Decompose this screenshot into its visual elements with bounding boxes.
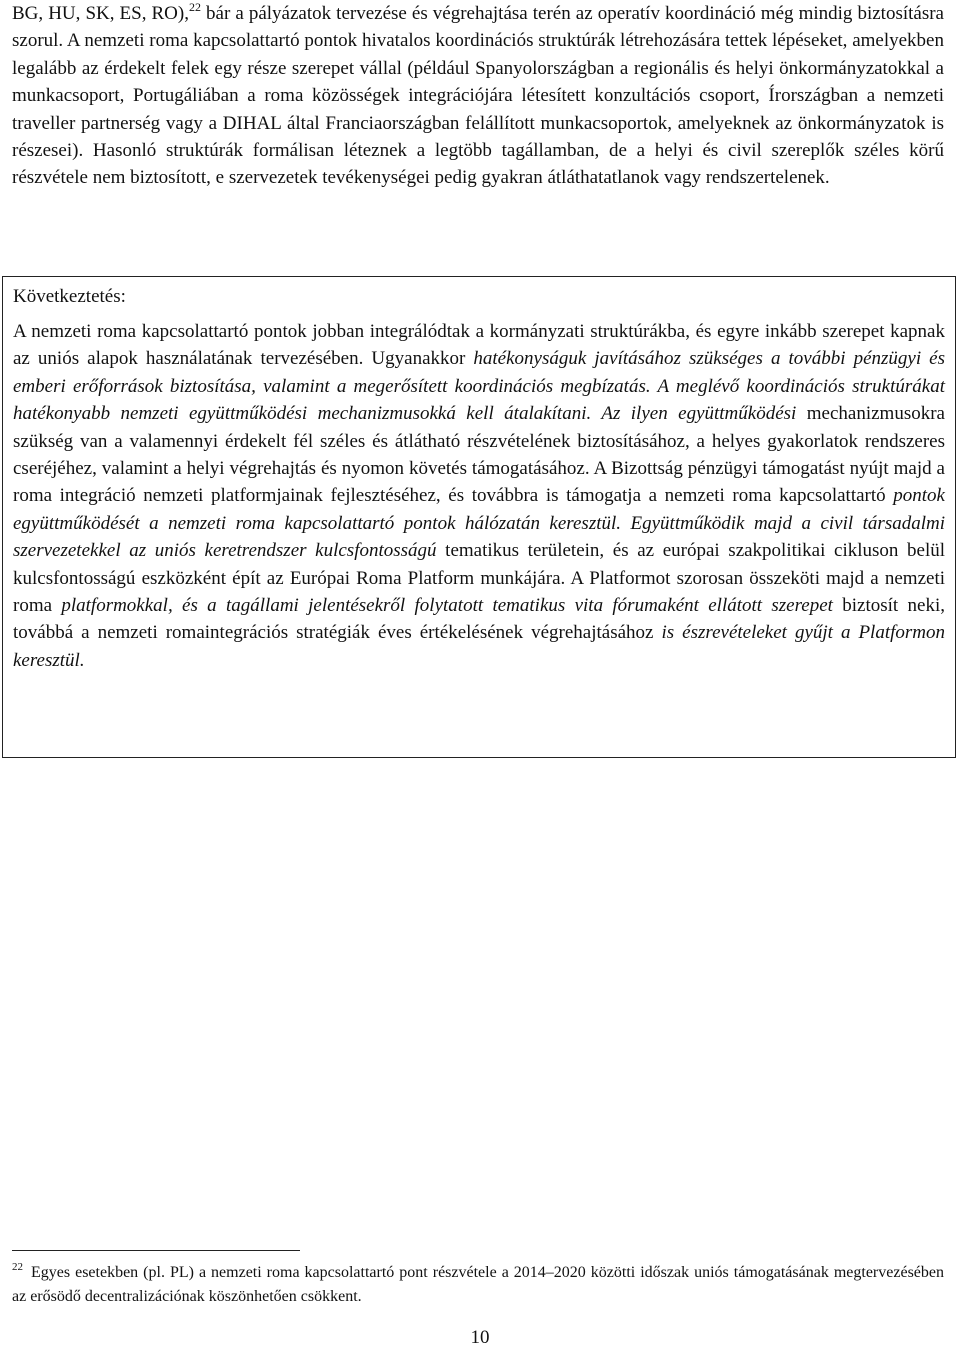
conclusion-title: Következtetés: xyxy=(13,286,126,307)
conclusion-segment-italic: platformokkal, és a tagállami jelentésekről folytatott tematikus vita fórumaként ellátott szerepet xyxy=(61,595,833,617)
conclusion-segment-italic: hatékonyságuk javításához szükséges a további pénzügyi és emberi erőforrások biztosítása, valamint a megerősített koordinációs megbízatás. A meglévő koordinációs struktúrákat hatékonyabb nemzeti együttműködési mechanizmusokká kell átalakítani. Az ilyen együttműködési xyxy=(13,348,945,425)
conclusion-segment: A nemzeti roma kapcsolattartó pontok jobban integrálódtak a kormányzati struktúrákba, és egyre inkább szerepet kapnak az uniós alapok használatának tervezésében. Ugyanakkor xyxy=(13,321,945,370)
footnote-divider xyxy=(12,1250,300,1251)
footnote-text: Egyes esetekben (pl. PL) a nemzeti roma kapcsolattartó pont részvétele a 2014–2020 közötti időszak uniós támogatásának megtervezésében az erősödő decentralizációnak köszönhetően csökkent. xyxy=(12,1264,944,1305)
intro-text-rest: bár a pályázatok tervezése és végrehajtása terén az operatív koordináció még mindig biztosításra szorul. A nemzeti roma kapcsolattartó pontok hivatalos koordinációs struktúrák létrehozására tettek lépéseket, amelyekben legalább az érdekelt felek egy része szerepet vállal (például Spanyolországban a regionális és helyi önkormányzatokkal a munkacsoport, Portugáliában a roma közösségek integrációjára létesített konzultációs csoport, Írországban a nemzeti traveller partnerség vagy a DIHAL által Franciaországban felállított munkacsoportok, amelyeknek az önkormányzatok is részesei). Hasonló struktúrák formálisan léteznek a legtöbb tagállamban, de a helyi és civil szereplők széles körű részvétele nem biztosított, e szervezetek tevékenységei pedig gyakran átláthatatlanok vagy rendszertelenek. xyxy=(12,3,944,189)
footnote-reference[interactable]: 22 xyxy=(188,0,201,14)
page-number: 10 xyxy=(470,1327,490,1348)
conclusion-box xyxy=(2,276,956,758)
conclusion-segment: mechanizmusokra szükség van a valamennyi érdekelt fél széles és átlátható részvételének biztosításához, a helyes gyakorlatok rendszeres cseréjéhez, valamint a helyi végrehajtás és nyomon követés támogatásához. A Bizottság pénzügyi támogatást nyújt majd a roma integráció nemzeti platformjainak fejlesztéséhez, és továbbra is támogatja a nemzeti roma kapcsolattartó xyxy=(13,403,945,507)
conclusion-segment: biztosít neki, továbbá a nemzeti romaintegrációs stratégiák éves értékelésének végrehajtásához xyxy=(13,595,945,644)
footnote-number: 22 xyxy=(12,1261,23,1273)
conclusion-body xyxy=(13,318,945,674)
conclusion-segment: tematikus területein, és az európai szakpolitikai cikluson belül kulcsfontosságú eszközként épít az Európai Roma Platform munkájára. A Platformot szorosan összeköti majd a nemzeti roma xyxy=(13,540,946,617)
conclusion-segment-italic: pontok együttműködését a nemzeti roma kapcsolattartó pontok hálózatán keresztül. Együttműködik majd a civil társadalmi szervezetekkel az uniós keretrendszer kulcsfontosságú xyxy=(13,485,945,562)
intro-paragraph xyxy=(12,0,944,192)
intro-text-start: BG, HU, SK, ES, RO), xyxy=(12,3,189,24)
conclusion-segment-italic: is észrevételeket gyűjt a Platformon keresztül. xyxy=(13,622,946,671)
footnote xyxy=(12,1261,944,1309)
